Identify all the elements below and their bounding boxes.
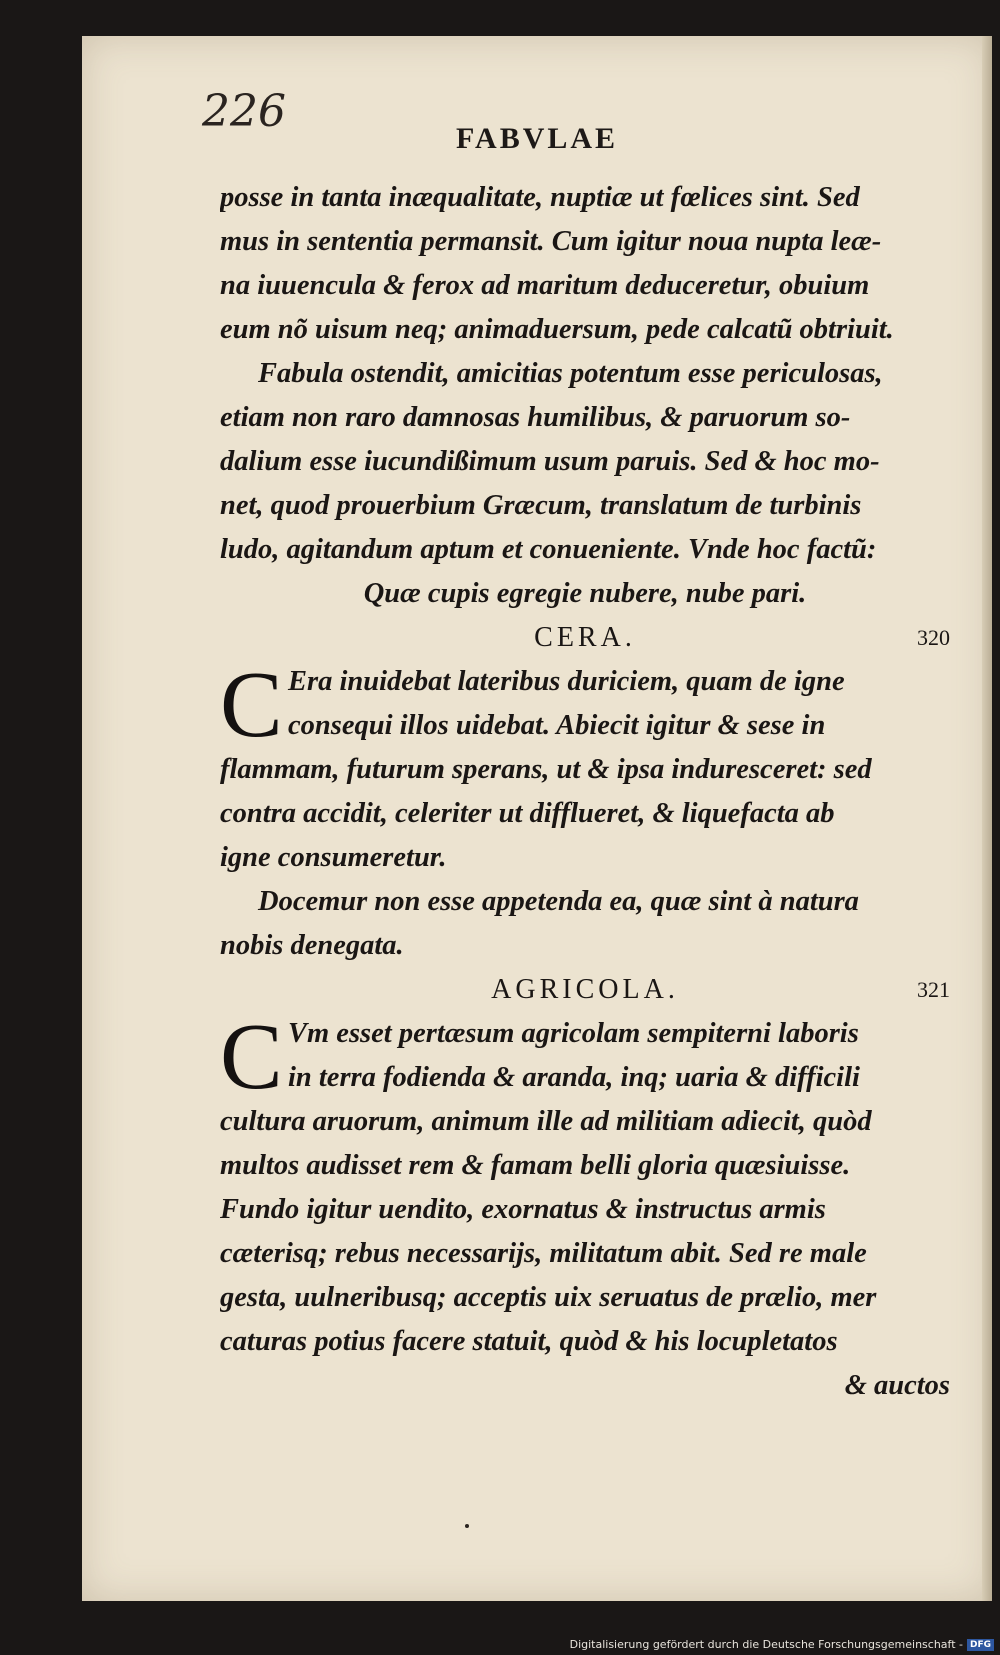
moral-line: dalium esse iucundißimum usum paruis. Sed & hoc mo- [220, 446, 880, 477]
fable-heading-cera [220, 616, 950, 660]
footer-credit: Digitalisierung gefördert durch die Deutsche Forschungsgemeinschaft - [569, 1638, 963, 1651]
ink-speck [465, 1524, 469, 1528]
drop-initial: C [220, 1005, 283, 1109]
page-number: 226 [202, 86, 286, 137]
text-line: multos audisset rem & famam belli gloria quæsiuisse. [220, 1150, 851, 1181]
text-line: posse in tanta inæqualitate, nuptiæ ut fœlices sint. Sed [220, 182, 860, 213]
fable-number: 320 [917, 625, 950, 650]
text-block [220, 176, 950, 1408]
drop-initial: C [220, 653, 283, 757]
text-line: cultura aruorum, animum ille ad militiam adiecit, quòd [220, 1106, 872, 1137]
text-line: contra accidit, celeriter ut difflueret, & liquefacta ab [220, 798, 835, 829]
text-line: cæterisq; rebus necessarijs, militatum abit. Sed re male [220, 1238, 867, 1269]
fable-body-cera [220, 653, 950, 880]
moral-line: etiam non raro damnosas humilibus, & paruorum so- [220, 402, 851, 433]
fable-title: CERA. [534, 622, 636, 653]
text-line: flammam, futurum sperans, ut & ipsa induresceret: sed [220, 754, 872, 785]
text-line: in terra fodienda & aranda, inq; uaria & difficili [288, 1062, 860, 1093]
page-edge [982, 36, 992, 1601]
text-line: Vm esset pertæsum agricolam sempiterni laboris [288, 1018, 859, 1049]
text-line: eum nõ uisum neq; animaduersum, pede calcatũ obtriuit. [220, 314, 894, 345]
dfg-logo-icon: DFG [967, 1639, 994, 1651]
text-line: Era inuidebat lateribus duriciem, quam de igne [288, 666, 845, 697]
moral-line: Fabula ostendit, amicitias potentum esse periculosas, [258, 358, 883, 389]
digitization-footer [570, 1638, 994, 1651]
running-head: FABVLAE [455, 122, 619, 155]
text-line: gesta, uulneribusq; acceptis uix seruatus de prælio, mer [220, 1282, 877, 1313]
moral-line: net, quod prouerbium Græcum, translatum de turbinis [220, 490, 862, 521]
text-line: mus in sententia permansit. Cum igitur noua nupta leæ- [220, 226, 882, 257]
text-line: Fundo igitur uendito, exornatus & instructus armis [220, 1194, 826, 1225]
verse-line: Quæ cupis egregie nubere, nube pari. [363, 578, 807, 609]
fable-number: 321 [917, 977, 950, 1002]
moral-line: ludo, agitandum aptum et conueniente. Vnde hoc factũ: [220, 534, 877, 565]
fable-body-agricola [220, 1005, 950, 1364]
text-line: caturas potius facere statuit, quòd & his locupletatos [220, 1326, 838, 1357]
moral-line: Docemur non esse appetenda ea, quæ sint à natura [258, 886, 859, 917]
moral-line: nobis denegata. [220, 930, 404, 961]
text-line: consequi illos uidebat. Abiecit igitur & sese in [288, 710, 826, 741]
text-line: na iuuencula & ferox ad maritum deduceretur, obuium [220, 270, 870, 301]
book-page [82, 36, 992, 1601]
catchword: & auctos [844, 1370, 950, 1401]
text-line: igne consumeretur. [220, 842, 447, 873]
fable-title: AGRICOLA. [491, 974, 679, 1005]
fable-heading-agricola [220, 968, 950, 1012]
